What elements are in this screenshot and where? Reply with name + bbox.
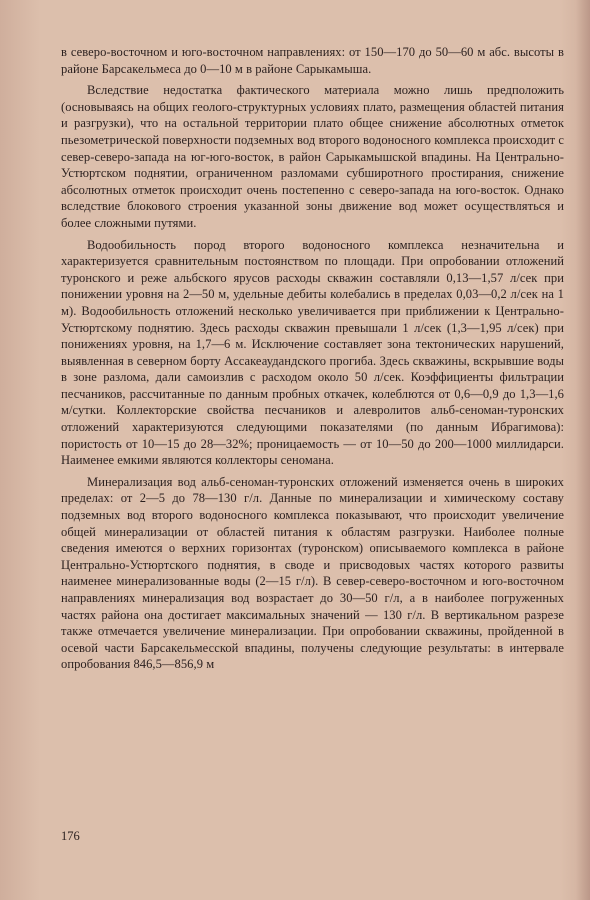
page-number: 176 — [61, 829, 80, 843]
paragraph-water-yield: Водообильность пород второго водоносного комплекса незначительна и характеризуется сравнительным постоянством по площади. При опробовании отложений туронского и реже альбского ярусов расходы скважин составляли 0,13—1,57 л/сек при понижении уровня на 2—50 м, удельные дебиты колебались в пределах 0,03—0,2 л/сек на 1 м). Водообильность отложений несколько увеличивается при приближении к Центрально-Устюртскому поднятию. Здесь расходы скважин превышали 1 л/сек (1,3—1,95 л/сек) при понижениях уровня, на 1,7—6 м. Исключение составляет зона тектонических нарушений, выявленная в северном борту Ассакеаудандского прогиба. Здесь скважины, вскрывшие воды в зоне разлома, дали самоизлив с расходом около 50 л/сек. Коэффициенты фильтрации песчаников, рассчитанные по данным пробных откачек, колеблются от 0,6—0,9 до 1,3—1,6 м/сутки. Коллекторские свойства песчаников и алевролитов альб-сеноман-туронских отложений характеризуются следующими показателями (по данным Ибрагимова): пористость от 10—15 до 28—32%; проницаемость — от 10—50 до 200—1000 миллидарси. Наименее емкими являются коллекторы сеномана. — [61, 237, 564, 468]
paragraph-piezometric-surface: Вследствие недостатка фактического материала можно лишь предположить (основываясь на общих геолого-структурных условиях плато, размещения областей питания и разгрузки), что на остальной территории плато общее снижение абсолютных отметок пьезометрической поверхности подземных вод второго водоносного комплекса происходит с север-северо-запада на юг-юго-восток, в район Сарыкамышской впадины. На Центрально-Устюртском поднятии, ограниченном разломами субширотного простирания, снижение абсолютных отметок происходит очень постепенно с северо-запада на юго-восток. Однако вследствие блокового строения указанной зоны движение вод может осуществляться и более сложными путями. — [61, 83, 564, 230]
paragraph-mineralization: Минерализация вод альб-сеноман-туронских отложений изменяется очень в широких пределах: от 2—5 до 78—130 г/л. Данные по минерализации и химическому составу подземных вод второго водоносного комплекса показывают, что происходит увеличение общей минерализации от областей питания к областям разгрузки. Наиболее полные сведения имеются о верхних горизонтах (туронском) описываемого комплекса в районе Центрально-Устюртского поднятия, в своде и присводовых частях которого развиты наименее минерализованные воды (2—15 г/л). В север-северо-восточном и юго-восточном направлениях минерализация вод возрастает до 30—50 г/л, а в наиболее погруженных частях района она достигает максимальных значений — 130 г/л. В вертикальном разрезе также отмечается увеличение минерализации. При опробовании скважины, пройденной в осевой части Барсакельмесской впадины, получены следующие результаты: в интервале опробования 846,5—856,9 м — [61, 474, 564, 672]
paragraph-continuation: в северо-восточном и юго-восточном направлениях: от 150—170 до 50—60 м абс. высоты в районе Барсакельмеса до 0—10 м в районе Сарыкамыша. — [61, 45, 564, 76]
page-body — [61, 44, 564, 673]
